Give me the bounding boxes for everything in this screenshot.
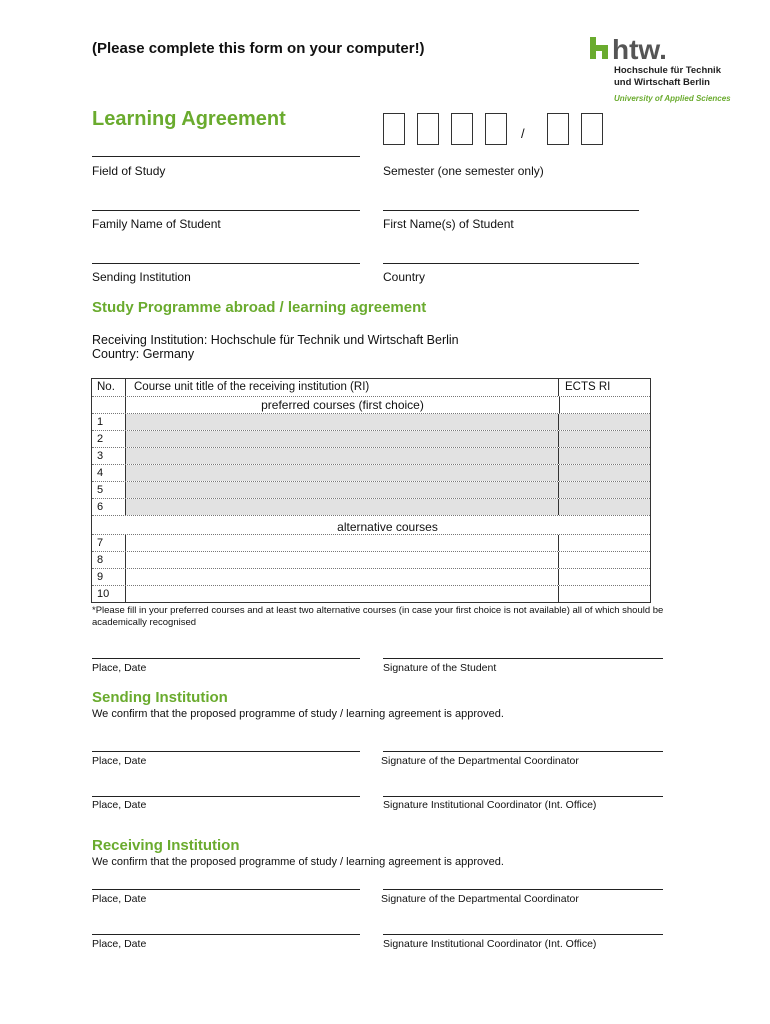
course-title-input[interactable] (125, 448, 558, 464)
id-box-6[interactable] (581, 113, 603, 145)
ects-input[interactable] (558, 535, 650, 551)
course-title-input[interactable] (125, 569, 558, 585)
field-of-study-input[interactable] (92, 156, 360, 157)
course-title-input[interactable] (125, 465, 558, 481)
sending-place-date-label-1: Place, Date (92, 755, 147, 767)
country-label: Country (383, 270, 426, 284)
sending-place-date-input-1[interactable] (92, 751, 360, 752)
country-line: Country: Germany (92, 347, 195, 361)
preferred-section-row (92, 396, 650, 413)
col-no-header: No. (97, 381, 115, 393)
sending-signature-label-1: Signature of the Departmental Coordinator (381, 755, 579, 767)
programme-heading: Study Programme abroad / learning agreement (92, 299, 427, 316)
table-row (92, 464, 650, 481)
receiving-signature-label-1: Signature of the Departmental Coordinator (381, 893, 579, 905)
table-row (92, 481, 650, 498)
id-box-3[interactable] (451, 113, 473, 145)
sending-signature-input-2[interactable] (383, 796, 663, 797)
logo-line-2: und Wirtschaft Berlin (614, 77, 710, 88)
logo-mark-text: htw. (612, 34, 667, 61)
table-row (92, 534, 650, 551)
id-box-2[interactable] (417, 113, 439, 145)
receiving-place-date-label-2: Place, Date (92, 938, 147, 950)
table-row (92, 413, 650, 430)
country-input[interactable] (383, 263, 639, 264)
col-ects-header: ECTS RI (558, 379, 650, 396)
ects-input[interactable] (558, 448, 650, 464)
sending-institution-label: Sending Institution (92, 270, 191, 284)
table-row (92, 447, 650, 464)
logo-tagline: University of Applied Sciences (614, 94, 731, 103)
course-title-input[interactable] (125, 535, 558, 551)
receiving-signature-input-1[interactable] (383, 889, 663, 890)
ects-input[interactable] (558, 552, 650, 568)
course-title-input[interactable] (125, 586, 558, 602)
student-signature-label: Signature of the Student (383, 662, 497, 674)
htw-logo (588, 33, 731, 108)
student-place-date-input[interactable] (92, 658, 360, 659)
course-table (91, 378, 651, 603)
htw-logo-mark (588, 33, 678, 61)
course-title-input[interactable] (125, 482, 558, 498)
row-number: 7 (97, 537, 104, 549)
sending-heading: Sending Institution (92, 689, 228, 706)
course-title-input[interactable] (125, 414, 558, 430)
first-name-input[interactable] (383, 210, 639, 211)
row-number: 8 (97, 554, 104, 566)
row-number: 4 (97, 467, 104, 479)
logo-line-1: Hochschule für Technik (614, 65, 721, 76)
table-row (92, 430, 650, 447)
sending-place-date-input-2[interactable] (92, 796, 360, 797)
receiving-institution-line: Receiving Institution: Hochschule für Technik und Wirtschaft Berlin (92, 333, 459, 347)
ects-input[interactable] (558, 465, 650, 481)
alternative-courses-label: alternative courses (337, 520, 438, 534)
table-header (92, 379, 650, 396)
row-number: 5 (97, 484, 104, 496)
table-row (92, 585, 650, 602)
sending-institution-input[interactable] (92, 263, 360, 264)
course-title-input[interactable] (125, 431, 558, 447)
row-number: 10 (97, 588, 110, 600)
ects-input[interactable] (558, 569, 650, 585)
sending-confirm: We confirm that the proposed programme of study / learning agreement is approved. (92, 708, 504, 720)
family-name-label: Family Name of Student (92, 217, 221, 231)
ects-input[interactable] (558, 499, 650, 515)
row-number: 9 (97, 571, 104, 583)
row-number: 2 (97, 433, 104, 445)
course-title-input[interactable] (125, 552, 558, 568)
row-number: 6 (97, 501, 104, 513)
id-box-4[interactable] (485, 113, 507, 145)
field-of-study-label: Field of Study (92, 164, 166, 178)
family-name-input[interactable] (92, 210, 360, 211)
receiving-signature-input-2[interactable] (383, 934, 663, 935)
form-notice: (Please complete this form on your computer!) (92, 40, 425, 57)
sending-signature-input-1[interactable] (383, 751, 663, 752)
semester-label: Semester (one semester only) (383, 164, 544, 178)
preferred-courses-label: preferred courses (first choice) (125, 397, 560, 413)
table-row (92, 551, 650, 568)
alternative-section-row (92, 515, 650, 534)
id-box-5[interactable] (547, 113, 569, 145)
table-row (92, 498, 650, 515)
student-place-date-label: Place, Date (92, 662, 147, 674)
receiving-place-date-label-1: Place, Date (92, 893, 147, 905)
row-number: 3 (97, 450, 104, 462)
receiving-heading: Receiving Institution (92, 837, 240, 854)
sending-place-date-label-2: Place, Date (92, 799, 147, 811)
id-separator: / (521, 126, 525, 141)
row-number: 1 (97, 416, 104, 428)
receiving-signature-label-2: Signature Institutional Coordinator (Int. Office) (383, 938, 597, 950)
ects-input[interactable] (558, 482, 650, 498)
id-box-1[interactable] (383, 113, 405, 145)
ects-input[interactable] (558, 414, 650, 430)
receiving-place-date-input-2[interactable] (92, 934, 360, 935)
col-title-header: Course unit title of the receiving institution (RI) (125, 379, 558, 396)
receiving-place-date-input-1[interactable] (92, 889, 360, 890)
sending-signature-label-2: Signature Institutional Coordinator (Int. Office) (383, 799, 597, 811)
ects-input[interactable] (558, 586, 650, 602)
course-note: *Please fill in your preferred courses and at least two alternative courses (in case your first choice is not available) all of which should be academically recognised (92, 605, 664, 628)
course-title-input[interactable] (125, 499, 558, 515)
page-title: Learning Agreement (92, 108, 286, 130)
receiving-confirm: We confirm that the proposed programme of study / learning agreement is approved. (92, 856, 504, 868)
ects-input[interactable] (558, 431, 650, 447)
student-signature-input[interactable] (383, 658, 663, 659)
table-row (92, 568, 650, 585)
first-name-label: First Name(s) of Student (383, 217, 514, 231)
